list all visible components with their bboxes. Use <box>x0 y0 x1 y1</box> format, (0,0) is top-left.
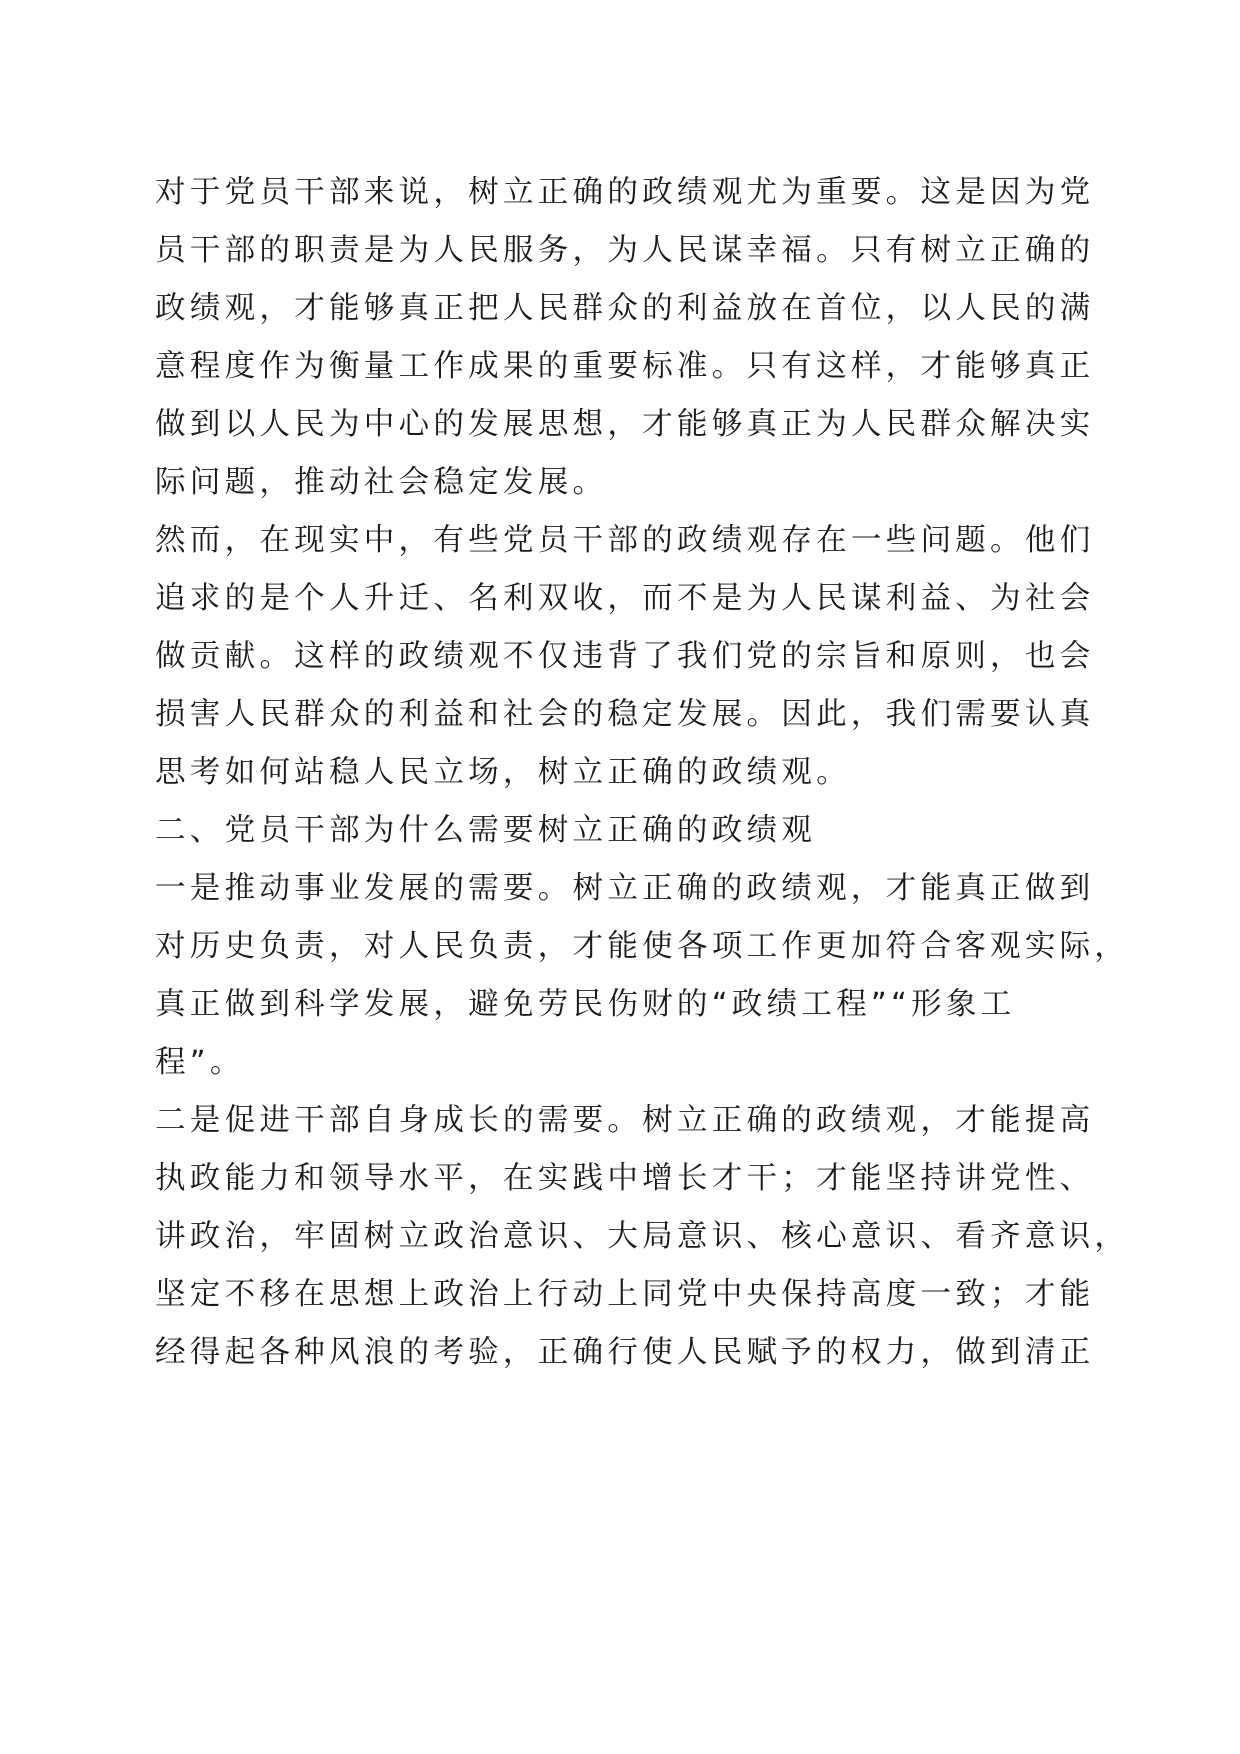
paragraph-1-line-4: 意程度作为衡量工作成果的重要标准。只有这样，才能够真正 <box>155 349 1095 384</box>
paragraph-3-line-1: 一是推动事业发展的需要。树立正确的政绩观，才能真正做到 <box>155 871 1095 906</box>
paragraph-1-line-3: 政绩观，才能够真正把人民群众的利益放在首位，以人民的满 <box>155 291 1095 326</box>
paragraph-4-line-4: 坚定不移在思想上政治上行动上同党中央保持高度一致；才能 <box>155 1277 1095 1312</box>
paragraph-4-line-1: 二是促进干部自身成长的需要。树立正确的政绩观，才能提高 <box>155 1103 1095 1138</box>
section-heading: 二、党员干部为什么需要树立正确的政绩观 <box>155 813 817 848</box>
paragraph-1-line-2: 员干部的职责是为人民服务，为人民谋幸福。只有树立正确的 <box>155 233 1095 268</box>
paragraph-4-line-3: 讲政治，牢固树立政治意识、大局意识、核心意识、看齐意识， <box>155 1219 1130 1254</box>
paragraph-1-line-6: 际问题，推动社会稳定发展。 <box>155 465 608 500</box>
paragraph-2-line-1: 然而，在现实中，有些党员干部的政绩观存在一些问题。他们 <box>155 523 1095 558</box>
paragraph-4-line-5: 经得起各种风浪的考验，正确行使人民赋予的权力，做到清正 <box>155 1335 1095 1370</box>
paragraph-4-line-2: 执政能力和领导水平，在实践中增长才干；才能坚持讲党性、 <box>155 1161 1095 1196</box>
paragraph-2-line-4: 损害人民群众的利益和社会的稳定发展。因此，我们需要认真 <box>155 697 1095 732</box>
paragraph-1-line-5: 做到以人民为中心的发展思想，才能够真正为人民群众解决实 <box>155 407 1095 442</box>
paragraph-3-line-4: 程”。 <box>155 1045 245 1080</box>
paragraph-3-line-2: 对历史负责，对人民负责，才能使各项工作更加符合客观实际， <box>155 929 1130 964</box>
paragraph-2-line-2: 追求的是个人升迁、名利双收，而不是为人民谋利益、为社会 <box>155 581 1095 616</box>
paragraph-2-line-3: 做贡献。这样的政绩观不仅违背了我们党的宗旨和原则，也会 <box>155 639 1095 674</box>
paragraph-1-line-1: 对于党员干部来说，树立正确的政绩观尤为重要。这是因为党 <box>155 175 1095 210</box>
paragraph-3-line-3: 真正做到科学发展，避免劳民伤财的“政绩工程”“形象工 <box>155 987 1016 1022</box>
paragraph-2-line-5: 思考如何站稳人民立场，树立正确的政绩观。 <box>155 755 851 790</box>
